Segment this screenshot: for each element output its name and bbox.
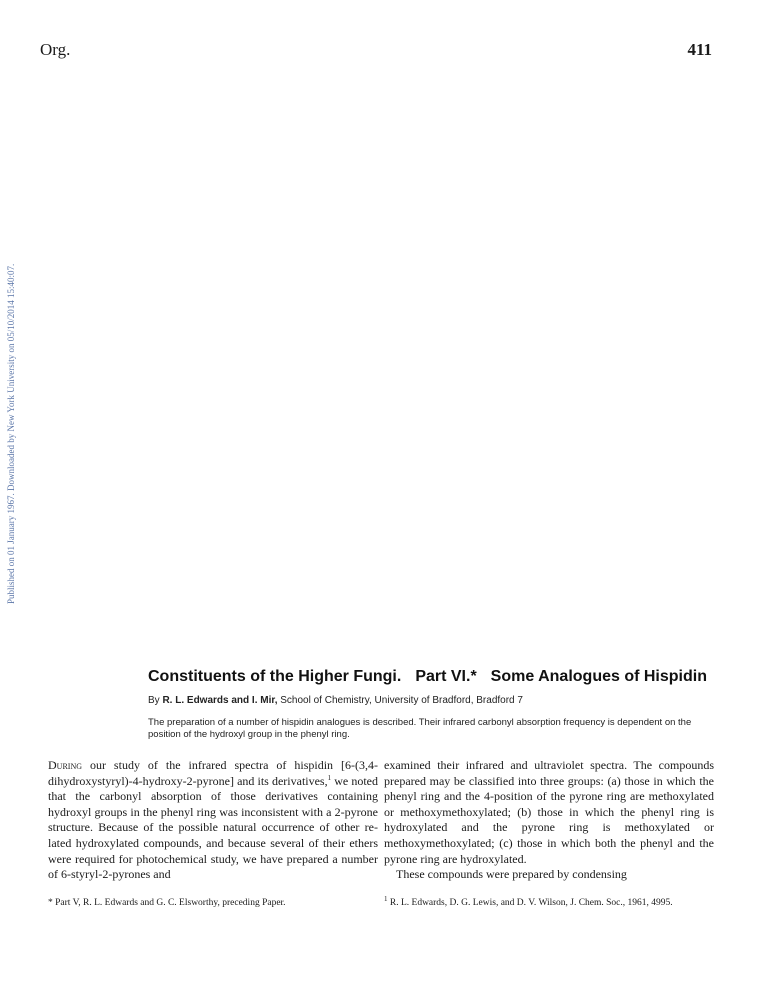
page-number: 411 bbox=[687, 40, 712, 59]
by-label: By bbox=[148, 695, 160, 706]
title-main: Constituents of the Higher Fungi. bbox=[148, 668, 402, 685]
footnote-marker: 1 bbox=[384, 894, 388, 903]
article-title bbox=[148, 668, 718, 686]
abstract: The preparation of a number of hispidin analogues is described. Their infrared carbonyl absorption frequency is dependent on the position of the hydroxyl group in the phenyl ring. bbox=[148, 717, 692, 740]
author-line bbox=[148, 695, 718, 706]
footnote-right bbox=[384, 894, 714, 909]
lead-word: During bbox=[48, 758, 82, 772]
author-name: I. Mir, bbox=[251, 695, 278, 706]
footnote-text: R. L. Edwards, D. G. Lewis, and D. V. Wilson, J. Chem. Soc., 1961, 4995. bbox=[387, 898, 673, 908]
title-subtitle: Some Analogues of Hispidin bbox=[490, 668, 707, 685]
body-paragraph: examined their infrared and ultraviolet spectra. The compounds prepared may be classified into three groups: (a) those in which the phenyl ring and the 4-position of the pyrone ring are methoxylated or methoxymethoxylated; (b) those in which the phenyl ring is hydroxylated and the pyrone ring is methoxylated or methoxymethoxylated; (c) those in which both the phenyl and the pyrone ring are hydroxylated. bbox=[384, 758, 714, 866]
body-column-right bbox=[384, 758, 714, 883]
body-text: our study of the infrared spectra of hispidin [6-(3,4-dihydroxystyryl)-4-hydroxy-2-pyrone] and its derivatives, bbox=[48, 758, 378, 788]
author-name: R. L. Edwards bbox=[162, 695, 229, 706]
footnote-left: * Part V, R. L. Edwards and G. C. Elsworthy, preceding Paper. bbox=[48, 898, 286, 908]
author-conjunction: and bbox=[231, 695, 250, 706]
body-column-left bbox=[48, 758, 378, 883]
affiliation: School of Chemistry, University of Bradford, Bradford 7 bbox=[280, 695, 523, 706]
journal-section-label: Org. bbox=[40, 40, 71, 59]
reference-marker[interactable]: 1 bbox=[327, 773, 332, 782]
body-text: we noted that the carbonyl absorption of those derivatives containing hydroxyl groups in the phenyl ring was inconsistent with a 2-pyrone structure. Because of the possible natural occurrence of other re-lated hydroxylated compounds, and because several of their ethers were required for photochemical study, we have prepared a number of 6-styryl-2-pyrones and bbox=[48, 773, 378, 882]
publication-watermark[interactable]: Published on 01 January 1967. Downloaded by New York University on 05/10/2014 15:40:07. bbox=[6, 263, 16, 604]
title-part: Part VI.* bbox=[415, 668, 477, 685]
body-paragraph: These compounds were prepared by condensing bbox=[396, 867, 627, 882]
